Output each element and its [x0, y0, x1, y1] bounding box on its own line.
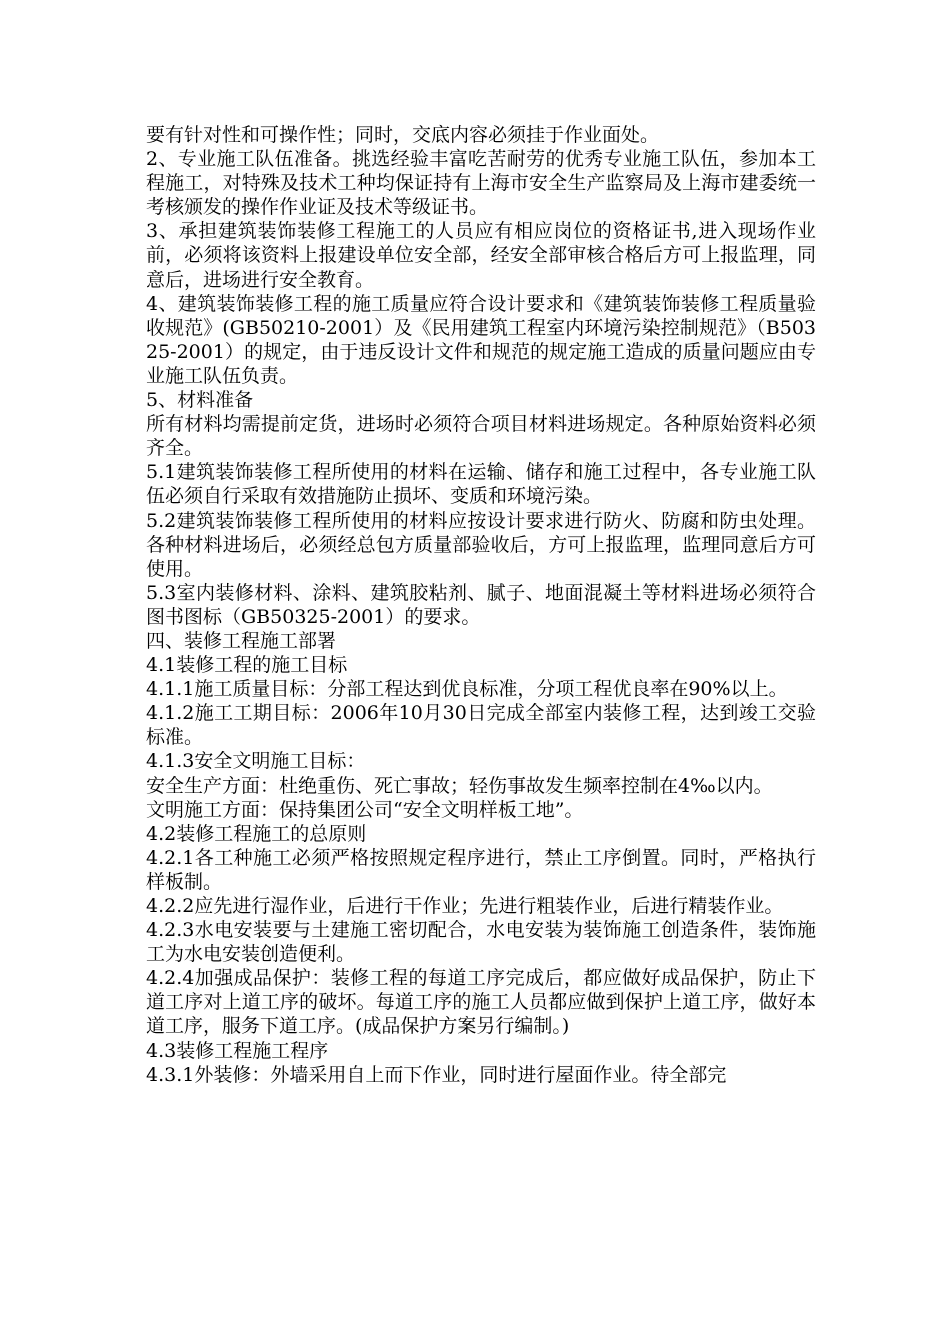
section-heading-materials: 5、材料准备 [146, 389, 254, 412]
paragraph-6: 所有材料均需提前定货，进场时必须符合项目材料进场规定。各种原始资料必须齐全。 [146, 413, 816, 460]
section-heading-deployment: 四、装修工程施工部署 [146, 629, 337, 652]
paragraph-2: 2、专业施工队伍准备。挑选经验丰富吃苦耐劳的优秀专业施工队伍，参加本工程施工，对特殊及技术工种均保证持有上海市安全生产监察局及上海市建委统一考核颁发的操作作业证及技术等级证书。 [146, 148, 816, 219]
paragraph-civilized: 文明施工方面：保持集团公司“安全文明样板工地”。 [146, 798, 584, 821]
paragraph-5-2: 5.2建筑装饰装修工程所使用的材料应按设计要求进行防火、防腐和防虫处理。各种材料进场后，必须经总包方质量部验收后，方可上报监理，监理同意后方可使用。 [146, 509, 816, 580]
paragraph-4-2-1: 4.2.1各工种施工必须严格按照规定程序进行，禁止工序倒置。同时，严格执行样板制。 [146, 846, 816, 893]
paragraph-4-1-2: 4.1.2施工工期目标：2006年10月30日完成全部室内装修工程，达到竣工交验标准。 [146, 702, 816, 749]
paragraph-5-3: 5.3室内装修材料、涂料、建筑胶粘剂、腻子、地面混凝土等材料进场必须符合图书图标（GB50325-2001）的要求。 [146, 581, 816, 628]
heading-4-2: 4.2装修工程施工的总原则 [146, 822, 367, 845]
paragraph-safety: 安全生产方面：杜绝重伤、死亡事故；轻伤事故发生频率控制在4‰以内。 [146, 774, 773, 797]
paragraph-5-1: 5.1建筑装饰装修工程所使用的材料在运输、储存和施工过程中，各专业施工队伍必须自行采取有效措施防止损坏、变质和环境污染。 [146, 461, 816, 508]
paragraph-4-1-3: 4.1.3安全文明施工目标： [146, 750, 366, 773]
paragraph-4-2-3: 4.2.3水电安装要与土建施工密切配合，水电安装为装饰施工创造条件，装饰施工为水电安装创造便利。 [146, 919, 816, 966]
paragraph-4: 4、建筑装饰装修工程的施工质量应符合设计要求和《建筑装饰装修工程质量验收规范》(GB50210-2001）及《民用建筑工程室内环境污染控制规范》（B50325-2001）的规定，由于违反设计文件和规范的规定施工造成的质量问题应由专业施工队伍负责。 [146, 292, 816, 387]
paragraph-1: 要有针对性和可操作性；同时，交底内容必须挂于作业面处。 [146, 124, 660, 146]
heading-4-3: 4.3装修工程施工程序 [146, 1039, 329, 1062]
paragraph-4-3-1: 4.3.1外装修：外墙采用自上而下作业，同时进行屋面作业。待全部完 [146, 1063, 727, 1086]
paragraph-4-2-2: 4.2.2应先进行湿作业，后进行干作业；先进行粗装作业，后进行精装作业。 [146, 895, 784, 917]
heading-4-1: 4.1装修工程的施工目标 [146, 654, 348, 677]
document-body [146, 123, 816, 1087]
paragraph-4-2-4: 4.2.4加强成品保护：装修工程的每道工序完成后，都应做好成品保护，防止下道工序对上道工序的破坏。每道工序的施工人员都应做到保护上道工序，做好本道工序，服务下道工序。(成品保护方案另行编制。) [146, 967, 816, 1038]
paragraph-4-1-1: 4.1.1施工质量目标：分部工程达到优良标准，分项工程优良率在90%以上。 [146, 678, 788, 701]
paragraph-3: 3、承担建筑装饰装修工程施工的人员应有相应岗位的资格证书,进入现场作业前，必须将该资料上报建设单位安全部，经安全部审核合格后方可上报监理，同意后，进场进行安全教育。 [146, 220, 816, 291]
